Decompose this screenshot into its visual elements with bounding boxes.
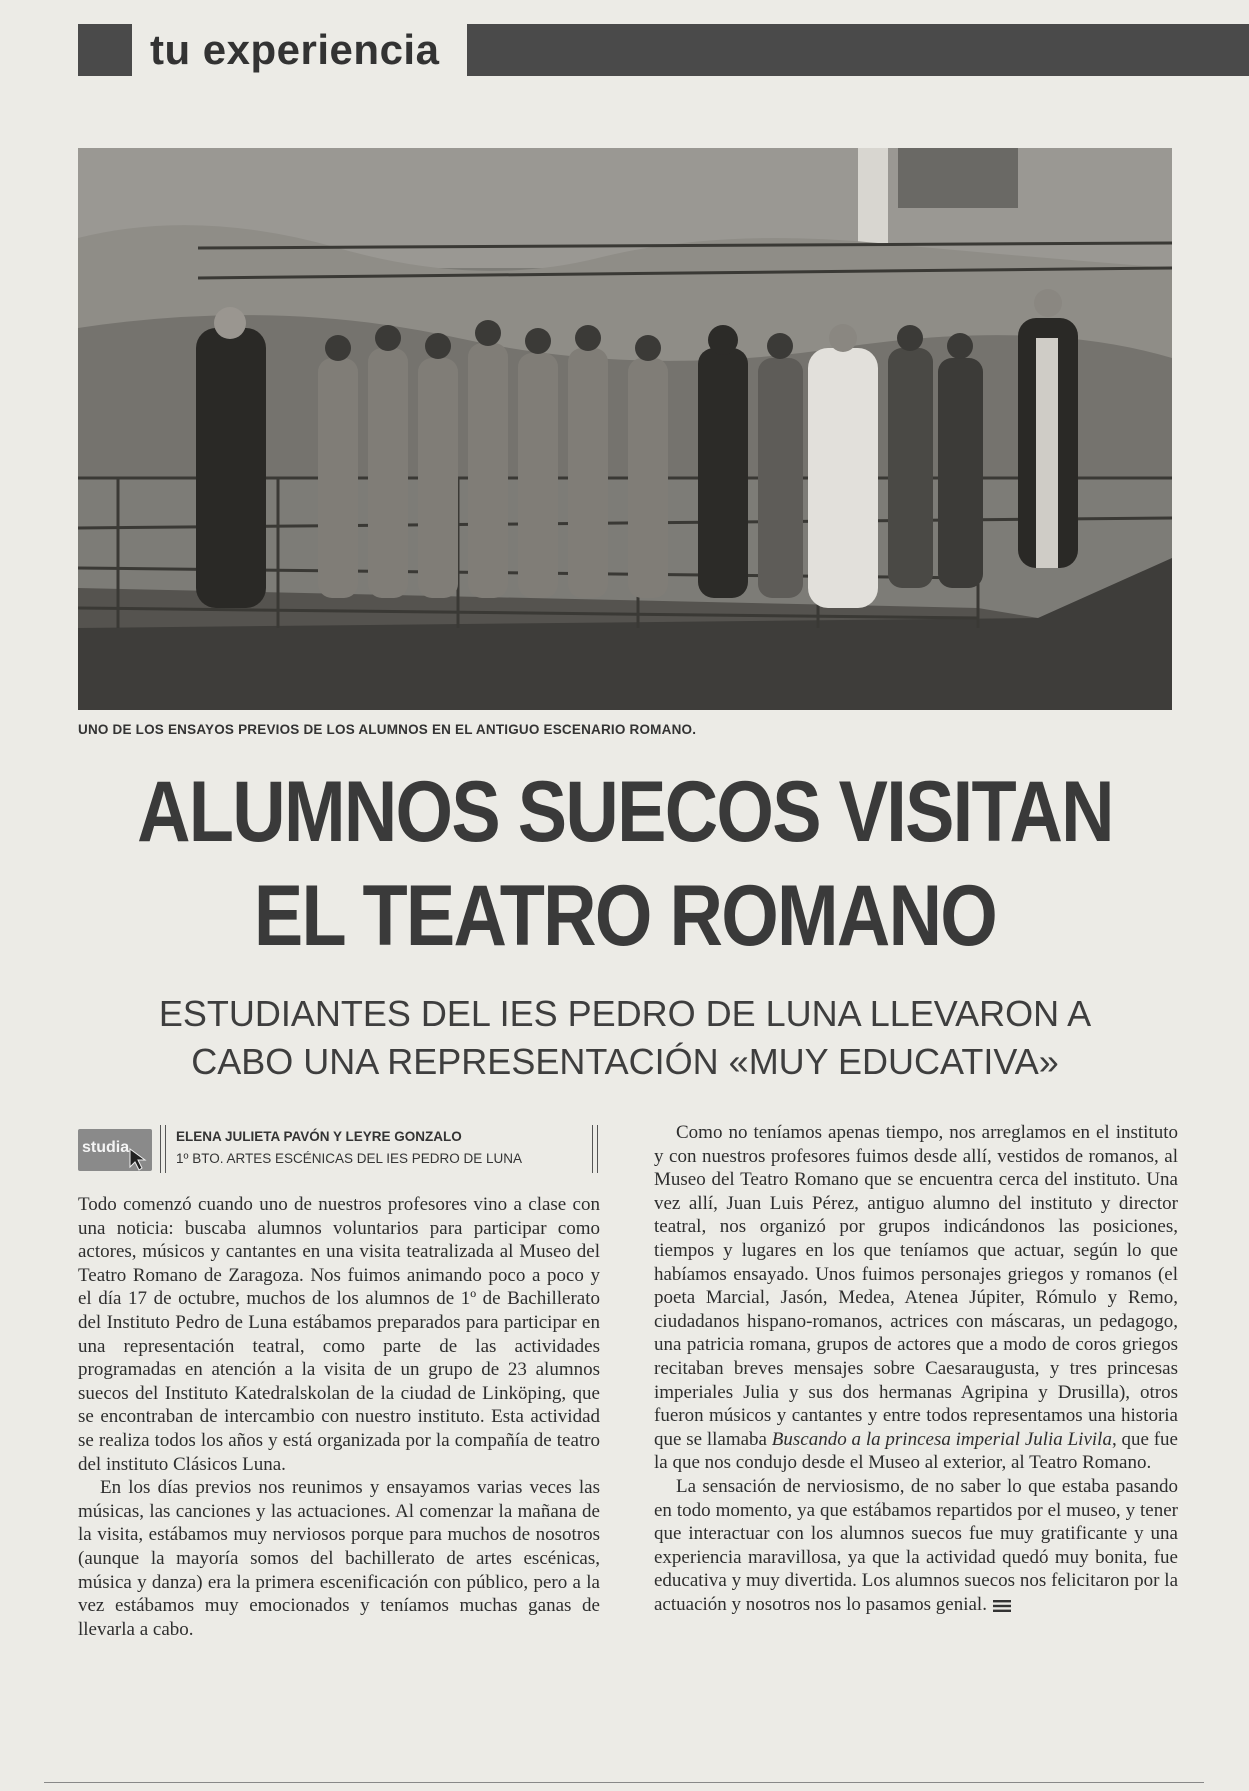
cursor-arrow-icon bbox=[128, 1147, 150, 1171]
body-column-right bbox=[654, 1121, 1178, 1616]
play-title: Buscando a la princesa imperial Julia Livila bbox=[771, 1428, 1112, 1450]
studia-logo-text: studia bbox=[82, 1139, 130, 1156]
body-paragraph: Todo comenzó cuando uno de nuestros profesores vino a clase con una noticia: buscaba alumnos voluntarios para participar como actores, músicos y cantantes en una visita teatralizada al Museo del Teatro Romano de Zaragoza. Nos fuimos animando poco a poco y el día 17 de octubre, muchos de los alumnos de 1º de Bachillerato del Instituto Pedro de Luna estábamos preparados para participar en una representación teatral, como parte de las actividades programadas en atención a la visita de un grupo de 23 alumnos suecos del Instituto Katedralskolan de la ciudad de Linköping, que se encontraban de intercambio con nuestro instituto. Esta actividad se realiza todos los años y está organizada por la compañía de teatro del instituto Clásicos Luna. bbox=[78, 1194, 600, 1475]
byline bbox=[78, 1125, 598, 1175]
theatre-photo-illustration bbox=[78, 148, 1172, 710]
body-column-left bbox=[78, 1193, 600, 1641]
headline-line-1: ALUMNOS SUECOS VISITAN bbox=[137, 764, 1113, 860]
body-paragraph bbox=[654, 1121, 1178, 1475]
body-text: , que fue la que nos condujo desde el Museo al exterior, al Teatro Romano. bbox=[654, 1428, 1178, 1474]
section-square-icon bbox=[78, 24, 132, 76]
footer-rule bbox=[44, 1782, 1204, 1783]
body-text: La sensación de nerviosismo, de no saber lo que estaba pasando en todo momento, ya que estábamos repartidos por el museo, y tener que interactuar con los alumnos suecos fue muy gratificante y una experiencia maravillosa, ya que la actividad quedó muy bonita, fue educativa y muy divertida. Los alumnos suecos nos felicitaron por la actuación y nosotros nos lo pasamos genial. bbox=[654, 1475, 1178, 1615]
section-bar bbox=[467, 24, 1249, 76]
subheadline-line-1: ESTUDIANTES DEL IES PEDRO DE LUNA LLEVARON A bbox=[158, 993, 1092, 1034]
subheadline-line-2: CABO UNA REPRESENTACIÓN «MUY EDUCATIVA» bbox=[191, 1041, 1059, 1082]
body-paragraph bbox=[654, 1475, 1178, 1617]
byline-separator-left bbox=[160, 1125, 166, 1173]
article-photo bbox=[78, 148, 1172, 710]
body-paragraph: En los días previos nos reunimos y ensayamos varias veces las músicas, las canciones y las actuaciones. Al comenzar la mañana de la visita, estábamos muy nerviosos porque para muchos de nosotros (aunque la mayoría somos del bachillerato de artes escénicas, música y danza) era la primera escenificación con público, pero a la vez estábamos muy emocionados y teníamos muchas ganas de llevarla a cabo. bbox=[78, 1477, 600, 1640]
end-of-article-icon bbox=[993, 1600, 1011, 1612]
section-header bbox=[78, 24, 1249, 76]
photo-caption: UNO DE LOS ENSAYOS PREVIOS DE LOS ALUMNOS EN EL ANTIGUO ESCENARIO ROMANO. bbox=[78, 722, 697, 737]
subheadline bbox=[60, 990, 1190, 1086]
headline-line-2: EL TEATRO ROMANO bbox=[253, 868, 997, 964]
byline-separator-right bbox=[592, 1125, 598, 1173]
byline-authors: ELENA JULIETA PAVÓN Y LEYRE GONZALO bbox=[176, 1129, 462, 1144]
section-label: tu experiencia bbox=[150, 26, 440, 73]
byline-affiliation: 1º BTO. ARTES ESCÉNICAS DEL IES PEDRO DE LUNA bbox=[176, 1151, 523, 1166]
studia-logo bbox=[78, 1129, 152, 1171]
body-text: Como no teníamos apenas tiempo, nos arreglamos en el instituto y con nuestros profesores fuimos desde allí, vestidos de romanos, al Museo del Teatro Romano que se encuentra cerca del instituto. Una vez allí, Juan Luis Pérez, antiguo alumno del instituto y director teatral, nos organizó por grupos indicándonos las posiciones, tiempos y lugares en los que teníamos que actuar, según lo que habíamos ensayado. Unos fuimos personajes griegos y romanos (el poeta Marcial, Jasón, Medea, Atenea Júpiter, Rómulo y Remo, ciudadanos hispano-romanos, actrices con máscaras, un pedagogo, una patricia romana, grupos de actores que a modo de coros griegos recitaban breves mensajes sobre Caesaraugusta, y tres princesas imperiales Julia y sus dos hermanas Agripina y Drusilla), otros fueron músicos y cantantes y entre todos representamos una historia que se llamaba bbox=[654, 1122, 1178, 1450]
headline bbox=[122, 760, 1128, 968]
